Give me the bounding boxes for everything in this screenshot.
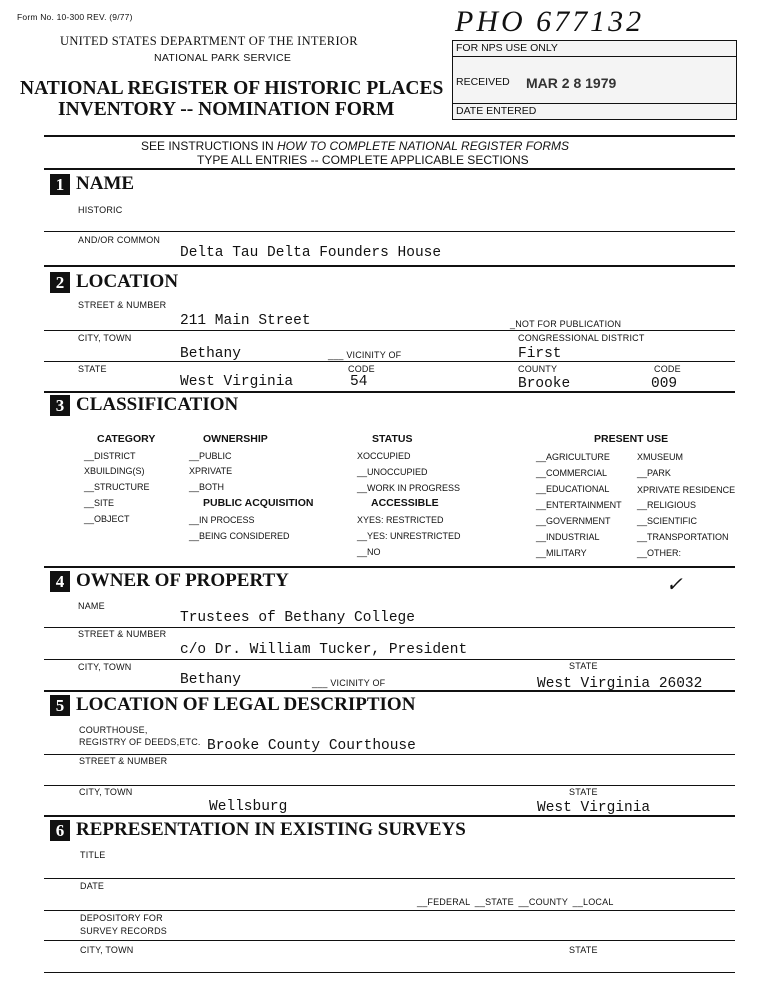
section-3-number: 3: [50, 395, 70, 416]
department-name: UNITED STATES DEPARTMENT OF THE INTERIOR: [60, 34, 358, 48]
section-2-title: LOCATION: [76, 271, 179, 292]
instructions-line1: SEE INSTRUCTIONS IN HOW TO COMPLETE NATIONAL REGISTER FORMS: [141, 139, 570, 153]
ownership-option: XPRIVATE: [189, 466, 233, 476]
legal-state-label: STATE: [569, 787, 598, 797]
category-header: CATEGORY: [97, 433, 156, 445]
category-option: __DISTRICT: [84, 451, 136, 461]
status-option: __WORK IN PROGRESS: [357, 483, 461, 493]
legal-street-label: STREET & NUMBER: [79, 756, 168, 766]
instructions-line2: TYPE ALL ENTRIES -- COMPLETE APPLICABLE SECTIONS: [197, 153, 529, 167]
accessible-option: __NO: [357, 547, 381, 557]
county-code-value: 009: [651, 376, 678, 392]
owner-name-label: NAME: [78, 601, 105, 611]
section-4-number: 4: [50, 571, 70, 592]
state-code-label: CODE: [348, 364, 375, 374]
nps-use-label: FOR NPS USE ONLY: [456, 42, 558, 54]
common-name-value: Delta Tau Delta Founders House: [180, 245, 442, 261]
present-use-option: __INDUSTRIAL: [536, 532, 600, 542]
legal-state-value: West Virginia: [537, 800, 651, 816]
survey-date-label: DATE: [80, 881, 105, 891]
congressional-district-value: First: [518, 346, 562, 362]
date-entered-label: DATE ENTERED: [456, 105, 537, 117]
survey-level-options: __FEDERAL __STATE __COUNTY __LOCAL: [417, 897, 614, 907]
owner-state-value: West Virginia 26032: [537, 676, 703, 692]
acquisition-option: __IN PROCESS: [189, 515, 255, 525]
acquisition-option: __BEING CONSIDERED: [189, 531, 290, 541]
present-use-option: __TRANSPORTATION: [637, 532, 729, 542]
section-6-title: REPRESENTATION IN EXISTING SURVEYS: [76, 819, 466, 840]
status-header: STATUS: [372, 433, 413, 445]
section-4-title: OWNER OF PROPERTY: [76, 570, 289, 591]
ownership-option: __PUBLIC: [189, 451, 232, 461]
state-value: West Virginia: [180, 374, 294, 390]
congressional-district-label: CONGRESSIONAL DISTRICT: [518, 333, 645, 343]
section-3-title: CLASSIFICATION: [76, 394, 239, 415]
not-for-publication-option: _NOT FOR PUBLICATION: [510, 319, 622, 329]
legal-city-value: Wellsburg: [209, 799, 288, 815]
ownership-header: OWNERSHIP: [203, 433, 268, 445]
owner-street-label: STREET & NUMBER: [78, 629, 167, 639]
survey-title-label: TITLE: [80, 850, 106, 860]
present-use-option: __RELIGIOUS: [637, 500, 697, 510]
present-use-option: __GOVERNMENT: [536, 516, 611, 526]
status-option: XOCCUPIED: [357, 451, 411, 461]
owner-city-label: CITY, TOWN: [78, 662, 132, 672]
category-option: XBUILDING(S): [84, 466, 145, 476]
present-use-option: __OTHER:: [637, 548, 682, 558]
city-town-label: CITY, TOWN: [78, 333, 132, 343]
legal-city-label: CITY, TOWN: [79, 787, 133, 797]
category-option: __SITE: [84, 498, 115, 508]
section-1-title: NAME: [76, 173, 135, 194]
street-number-value: 211 Main Street: [180, 313, 311, 329]
present-use-header: PRESENT USE: [594, 433, 669, 445]
owner-vicinity-option: ___ VICINITY OF: [312, 678, 386, 688]
handwritten-checkmark: ✓: [666, 574, 683, 596]
accessible-option: __YES: UNRESTRICTED: [357, 531, 461, 541]
survey-state-label: STATE: [569, 945, 598, 955]
county-code-label: CODE: [654, 364, 681, 374]
owner-street-value: c/o Dr. William Tucker, President: [180, 642, 468, 658]
present-use-option: __EDUCATIONAL: [536, 484, 610, 494]
owner-city-value: Bethany: [180, 672, 241, 688]
survey-city-label: CITY, TOWN: [80, 945, 134, 955]
county-value: Brooke: [518, 376, 571, 392]
city-town-value: Bethany: [180, 346, 241, 362]
owner-state-label: STATE: [569, 661, 598, 671]
accessible-option: XYES: RESTRICTED: [357, 515, 444, 525]
handwritten-reference-number: PHO 677132: [455, 5, 645, 38]
common-name-label: AND/OR COMMON: [78, 235, 161, 245]
courthouse-label-line1: COURTHOUSE,: [79, 725, 148, 735]
present-use-option: __PARK: [637, 468, 671, 478]
present-use-option: __MILITARY: [536, 548, 587, 558]
nps-use-box: [452, 40, 737, 120]
received-label: RECEIVED: [456, 76, 510, 88]
section-6-number: 6: [50, 820, 70, 841]
category-option: __OBJECT: [84, 514, 130, 524]
form-title-line2: INVENTORY -- NOMINATION FORM: [58, 99, 395, 120]
present-use-option: __AGRICULTURE: [536, 452, 610, 462]
county-label: COUNTY: [518, 364, 558, 374]
category-option: __STRUCTURE: [84, 482, 150, 492]
section-1-number: 1: [50, 174, 70, 195]
present-use-option: __COMMERCIAL: [536, 468, 608, 478]
agency-name: NATIONAL PARK SERVICE: [154, 52, 292, 64]
courthouse-label-line2: REGISTRY OF DEEDS,ETC.: [79, 737, 201, 747]
street-number-label: STREET & NUMBER: [78, 300, 167, 310]
section-2-number: 2: [50, 272, 70, 293]
received-date-stamp: MAR 2 8 1979: [526, 75, 617, 91]
ownership-option: __BOTH: [189, 482, 225, 492]
present-use-option: XMUSEUM: [637, 452, 684, 462]
owner-name-value: Trustees of Bethany College: [180, 610, 415, 626]
historic-name-label: HISTORIC: [78, 205, 123, 215]
present-use-option: XPRIVATE RESIDENCE: [637, 485, 736, 495]
public-acquisition-header: PUBLIC ACQUISITION: [203, 497, 314, 509]
present-use-option: __ENTERTAINMENT: [536, 500, 622, 510]
vicinity-option: ___ VICINITY OF: [328, 350, 402, 360]
state-label: STATE: [78, 364, 107, 374]
present-use-option: __SCIENTIFIC: [637, 516, 698, 526]
form-number: Form No. 10-300 REV. (9/77): [17, 12, 133, 22]
form-title-line1: NATIONAL REGISTER OF HISTORIC PLACES: [20, 78, 444, 99]
section-5-number: 5: [50, 695, 70, 716]
depository-label-line2: SURVEY RECORDS: [80, 926, 167, 936]
depository-label-line1: DEPOSITORY FOR: [80, 913, 163, 923]
state-code-value: 54: [350, 374, 368, 390]
accessible-header: ACCESSIBLE: [371, 497, 439, 509]
status-option: __UNOCCUPIED: [357, 467, 428, 477]
section-5-title: LOCATION OF LEGAL DESCRIPTION: [76, 694, 416, 715]
courthouse-value: Brooke County Courthouse: [207, 738, 416, 754]
